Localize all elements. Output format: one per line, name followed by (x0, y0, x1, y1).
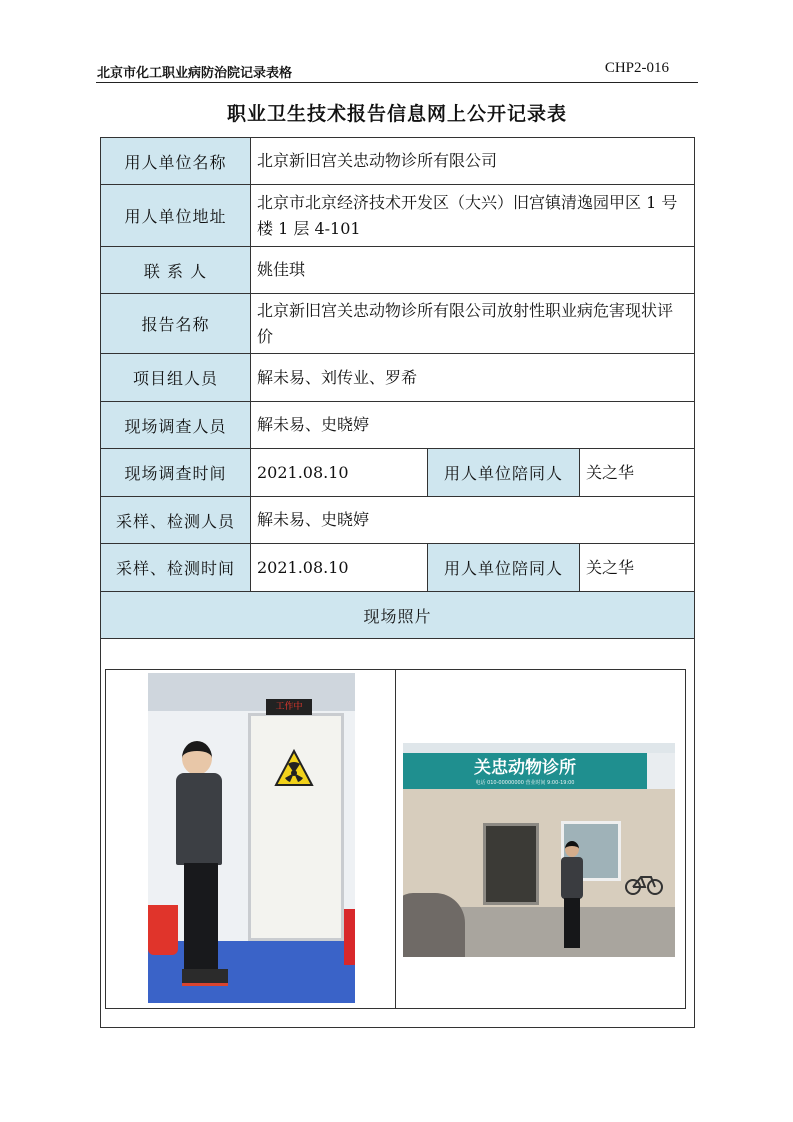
person-legs (184, 863, 218, 971)
clinic-signboard-subtext: 电话 010-00000000 营业时间 9:00-19:00 (475, 780, 575, 786)
employer-name-label: 用人单位名称 (101, 138, 251, 185)
survey-time-label: 现场调查时间 (101, 449, 251, 497)
sampling-time-label: 采样、检测时间 (101, 544, 251, 592)
working-sign: 工作中 (266, 699, 312, 715)
report-name-label: 报告名称 (101, 294, 251, 354)
sampling-staff-label: 采样、检测人员 (101, 497, 251, 544)
person-head (565, 841, 579, 857)
employer-address-value: 北京市北京经济技术开发区（大兴）旧宫镇清逸园甲区 1 号楼 1 层 4-101 (251, 185, 695, 247)
parked-car (403, 893, 465, 957)
row-employer-name (101, 138, 695, 185)
row-sampling-time (101, 544, 695, 592)
survey-staff-label: 现场调查人员 (101, 402, 251, 449)
ceiling (148, 673, 355, 711)
person-body (561, 857, 583, 899)
employer-name-value: 北京新旧宫关忠动物诊所有限公司 (251, 138, 695, 185)
form-code: CHP2-016 (604, 60, 669, 76)
survey-companion-value: 关之华 (580, 449, 695, 497)
record-table (100, 137, 695, 1028)
sampling-companion-value: 关之华 (580, 544, 695, 592)
photo-storefront (403, 743, 675, 957)
floor (148, 941, 355, 1003)
sampling-staff-value: 解未易、史晓婷 (251, 497, 695, 544)
radiation-warning-icon (274, 749, 314, 791)
person-body (176, 773, 222, 865)
row-contact (101, 247, 695, 294)
side-sign (647, 753, 675, 789)
clinic-signboard-text: 关忠动物诊所 (474, 758, 576, 778)
photo-area (101, 639, 695, 1028)
row-employer-address (101, 185, 695, 247)
row-sampling-staff (101, 497, 695, 544)
row-photo-area (101, 639, 695, 1028)
contact-label: 联 系 人 (101, 247, 251, 294)
employer-address-label: 用人单位地址 (101, 185, 251, 247)
row-survey-time (101, 449, 695, 497)
clinic-signboard (403, 753, 647, 789)
photo-frame (105, 669, 686, 1009)
page-title: 职业卫生技术报告信息网上公开记录表 (226, 103, 567, 125)
org-form-title: 北京市化工职业病防治院记录表格 (97, 66, 293, 81)
person-shoes (182, 969, 228, 986)
photo-section-label: 现场照片 (101, 592, 695, 639)
person-legs (564, 898, 580, 948)
header-rule (96, 82, 698, 83)
project-team-label: 项目组人员 (101, 354, 251, 402)
photo-divider (395, 670, 396, 1008)
sampling-companion-label: 用人单位陪同人 (428, 544, 580, 592)
glass-entrance (483, 823, 539, 905)
survey-companion-label: 用人单位陪同人 (428, 449, 580, 497)
survey-time-value: 2021.08.10 (251, 449, 428, 497)
red-bucket (148, 905, 178, 955)
contact-value: 姚佳琪 (251, 247, 695, 294)
sampling-time-value: 2021.08.10 (251, 544, 428, 592)
row-survey-staff (101, 402, 695, 449)
row-project-team (101, 354, 695, 402)
row-photo-header (101, 592, 695, 639)
bicycle-icon (625, 871, 663, 895)
row-report-name (101, 294, 695, 354)
protective-door (248, 713, 344, 941)
survey-staff-value: 解未易、史晓婷 (251, 402, 695, 449)
report-name-value: 北京新旧宫关忠动物诊所有限公司放射性职业病危害现状评价 (251, 294, 695, 354)
fire-extinguisher (344, 909, 355, 965)
photo-indoor-door (148, 673, 355, 1003)
person-head (182, 741, 212, 775)
project-team-value: 解未易、刘传业、罗希 (251, 354, 695, 402)
